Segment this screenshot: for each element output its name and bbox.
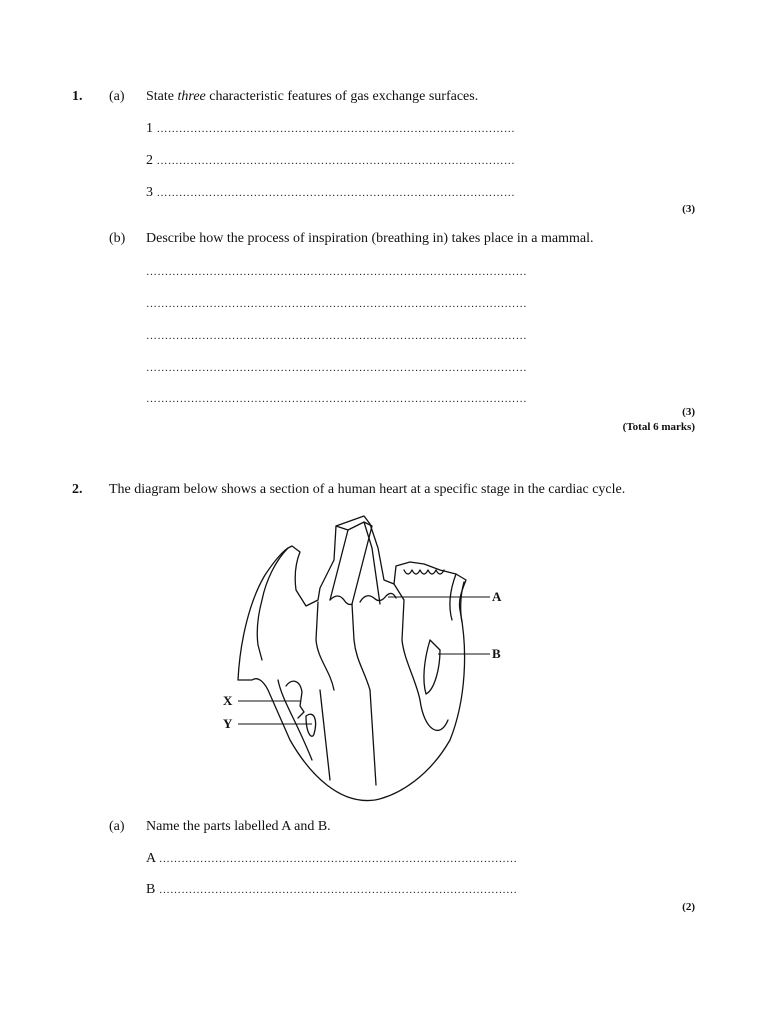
question-1b-marks: (3) — [682, 406, 695, 418]
answer-line-2a-b[interactable] — [146, 882, 517, 898]
diagram-label-b: B — [492, 646, 501, 661]
answer-line-1b-2[interactable]: ………………………………………………………………………………………… — [146, 298, 527, 310]
diagram-label-a: A — [492, 589, 502, 604]
question-1a-marks: (3) — [682, 203, 695, 215]
answer-line-1a-3[interactable] — [146, 185, 515, 201]
question-2-text: The diagram below shows a section of a human heart at a specific stage in the cardiac cycle. — [109, 482, 626, 497]
answer-line-2a-a[interactable] — [146, 851, 517, 867]
question-1a-text-emphasis: three — [177, 89, 206, 104]
answer-line-1b-5[interactable]: ………………………………………………………………………………………… — [146, 393, 527, 405]
answer-dots: …………………………………………………………………………………… — [158, 853, 518, 865]
answer-dots: …………………………………………………………………………………… — [156, 123, 515, 135]
answer-line-1a-2[interactable] — [146, 153, 515, 169]
question-1a-label: (a) — [109, 89, 125, 104]
answer-line-number: 2 — [146, 153, 153, 168]
answer-dots: …………………………………………………………………………………… — [158, 884, 518, 896]
question-2-number: 2. — [72, 482, 83, 497]
question-2a-text: Name the parts labelled A and B. — [146, 819, 331, 834]
diagram-label-x: X — [223, 693, 233, 708]
diagram-label-y: Y — [223, 716, 233, 731]
papillary-y — [306, 714, 316, 736]
question-1-number: 1. — [72, 89, 83, 104]
question-1a-text — [146, 89, 478, 105]
answer-line-1a-1[interactable] — [146, 121, 515, 137]
question-1-total-marks: (Total 6 marks) — [622, 421, 695, 433]
valve-b — [424, 640, 440, 694]
pulmonary-vein — [450, 574, 464, 622]
chordae-x — [286, 681, 304, 718]
question-2a-marks: (2) — [682, 901, 695, 913]
answer-line-1b-4[interactable]: ………………………………………………………………………………………… — [146, 362, 527, 374]
answer-line-1b-3[interactable]: ………………………………………………………………………………………… — [146, 330, 527, 342]
heart-outline — [238, 516, 466, 801]
answer-dots: …………………………………………………………………………………… — [156, 187, 515, 199]
answer-line-1b-1[interactable]: ………………………………………………………………………………………… — [146, 266, 527, 278]
semilunar-valve — [330, 593, 396, 604]
left-atrium-wall — [394, 584, 420, 700]
question-1b-label: (b) — [109, 231, 126, 246]
answer-line-letter: B — [146, 882, 156, 897]
answer-line-number: 1 — [146, 121, 153, 136]
question-1b-text: Describe how the process of inspiration (breathing in) takes place in a mammal. — [146, 231, 594, 246]
atrium-notches — [404, 570, 444, 574]
answer-dots: …………………………………………………………………………………… — [156, 155, 515, 167]
aorta — [330, 522, 372, 604]
answer-line-number: 3 — [146, 185, 153, 200]
septum-upper — [316, 602, 370, 690]
vena-cava — [257, 548, 288, 660]
question-1a-text-before: State — [146, 89, 178, 104]
question-2a-label: (a) — [109, 819, 125, 834]
question-1a-text-after: characteristic features of gas exchange surfaces. — [205, 89, 479, 104]
pulmonary-artery — [364, 522, 380, 604]
ventricle-wall — [278, 680, 448, 785]
answer-line-letter: A — [146, 851, 156, 866]
